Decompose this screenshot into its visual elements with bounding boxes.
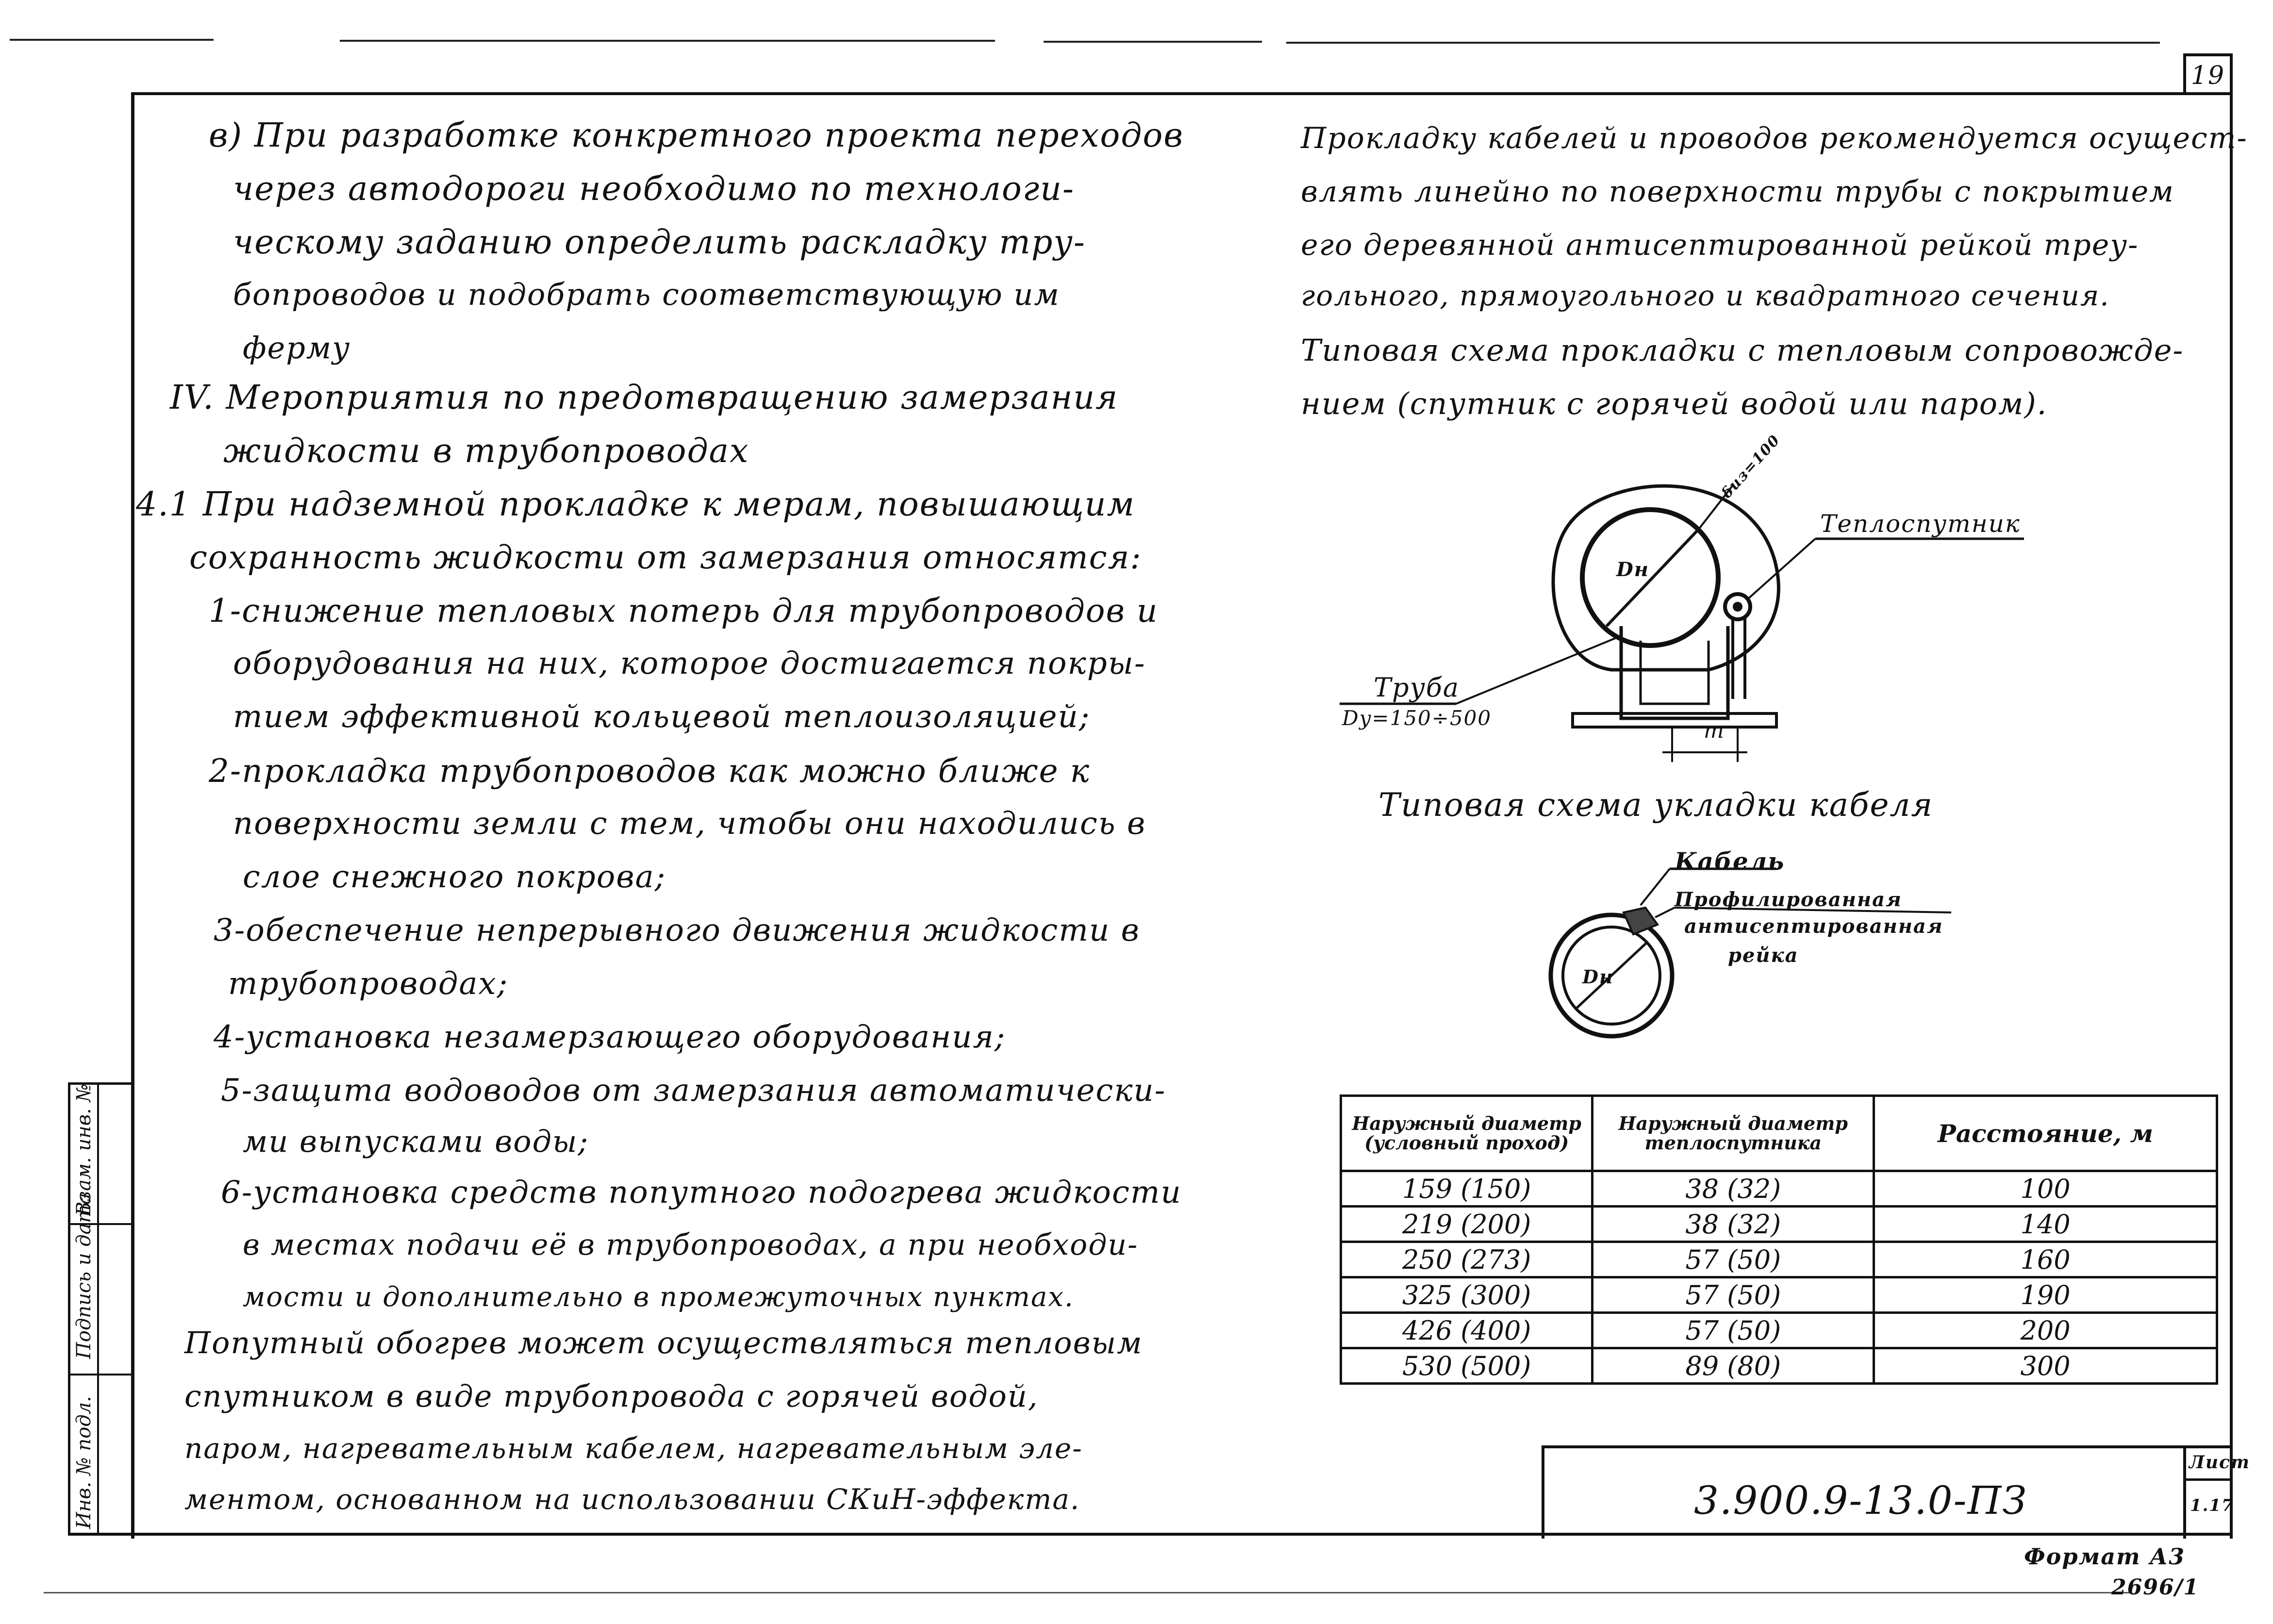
side-stamp-podpis-data: Подпись и дата — [73, 1193, 95, 1359]
side-stamp-inv-podl: Инв. № подл. — [73, 1396, 95, 1529]
table-cell: 38 (32) — [1593, 1171, 1874, 1207]
text-line: ферму — [243, 330, 351, 365]
table-cell: 140 — [1874, 1207, 2217, 1242]
text-line: Попутный обогрев может осуществляться тепловым — [184, 1325, 1143, 1360]
side-stamp-vzam-inv: Взам. инв. № — [73, 1083, 95, 1216]
sheet-number: 19 — [2183, 53, 2233, 95]
text-line: 2-прокладка трубопроводов как можно ближе к — [209, 752, 1090, 790]
list-value: 1.17 — [2190, 1496, 2234, 1515]
text-line: 4-установка незамерзающего оборудования; — [214, 1019, 1006, 1055]
table-cell: 57 (50) — [1593, 1242, 1874, 1277]
table-header: Наружный диаметр (условный проход) — [1341, 1096, 1593, 1171]
leader-cable — [1641, 869, 1670, 905]
table-row — [1341, 1348, 2217, 1384]
top-dash — [1286, 42, 2160, 44]
table-cell: 200 — [1874, 1313, 2217, 1348]
text-line: 1-снижение тепловых потерь для трубопроводов и — [209, 592, 1159, 630]
label-insulation: δиз=100 — [1718, 431, 1784, 502]
text-line: Прокладку кабелей и проводов рекомендуется осущест- — [1301, 121, 2248, 155]
text-line: слое снежного покрова; — [243, 859, 666, 895]
side-stamp-divider — [97, 1082, 99, 1536]
table-row — [1341, 1313, 2217, 1348]
label-rail-1: Профилированная — [1675, 888, 1902, 911]
leader-satellite — [1747, 539, 1815, 599]
text-line: мости и дополнительно в промежуточных пунктах. — [243, 1281, 1074, 1313]
table-row — [1341, 1242, 2217, 1277]
label-dn: Dн — [1582, 966, 1614, 988]
text-line: оборудования на них, которое достигается покры- — [233, 646, 1146, 681]
label-satellite: Теплоспутник — [1820, 510, 2021, 538]
text-line: в) При разработке конкретного проекта переходов — [209, 116, 1184, 155]
table-cell: 100 — [1874, 1171, 2217, 1207]
document-code: 3.900.9-13.0-ПЗ — [1694, 1478, 2028, 1523]
section-heading: IV. Мероприятия по предотвращению замерзания — [170, 379, 1119, 417]
text-line: спутником в виде трубопровода с горячей водой, — [184, 1378, 1039, 1414]
top-dash — [10, 39, 214, 41]
support-inner — [1641, 641, 1709, 704]
text-line: Типовая схема прокладки с тепловым сопровожде- — [1301, 332, 2184, 368]
table-row — [1341, 1171, 2217, 1207]
table-row — [1341, 1207, 2217, 1242]
label-pipe: Труба — [1374, 672, 1460, 703]
table-row — [1341, 1277, 2217, 1313]
text-line: нием (спутник с горячей водой или паром). — [1301, 386, 2048, 421]
text-line: сохранность жидкости от замерзания относятся: — [189, 539, 1142, 576]
label-rail-2: антисептированная — [1684, 915, 1943, 938]
table-cell: 325 (300) — [1341, 1277, 1593, 1313]
text-line: через автодороги необходимо по технологи- — [233, 170, 1075, 208]
text-line: бопроводов и подобрать соответствующую им — [233, 277, 1060, 312]
table-cell: 300 — [1874, 1348, 2217, 1384]
label-dn: Dн — [1616, 558, 1649, 581]
base-plate — [1573, 713, 1776, 727]
list-label: Лист — [2189, 1452, 2251, 1473]
text-line: трубопроводах; — [228, 966, 509, 1002]
table-header-row — [1341, 1096, 2217, 1171]
leader-pipe — [1456, 636, 1621, 704]
text-line: ментом, основанном на использовании СКиН-эффекта. — [184, 1483, 1080, 1516]
text-line: ческому заданию определить раскладку тру- — [233, 223, 1086, 262]
text-line: ми выпусками воды; — [243, 1124, 589, 1159]
label-rail-3: рейка — [1728, 944, 1799, 967]
top-dash — [340, 40, 995, 42]
data-table — [1340, 1094, 2218, 1385]
label-cable: Кабель — [1675, 847, 1785, 876]
table-cell: 57 (50) — [1593, 1313, 1874, 1348]
text-line: поверхности земли с тем, чтобы они находились в — [233, 806, 1146, 842]
table-header: Наружный диаметр теплоспутника — [1593, 1096, 1874, 1171]
leader-rail — [1655, 908, 1675, 917]
table-cell: 426 (400) — [1341, 1313, 1593, 1348]
table-cell: 89 (80) — [1593, 1348, 1874, 1384]
text-line: его деревянной антисептированной рейкой треу- — [1301, 228, 2139, 262]
table-cell: 159 (150) — [1341, 1171, 1593, 1207]
label-pipe-size: Dy=150÷500 — [1342, 706, 1492, 730]
title-block-divider — [2183, 1478, 2233, 1481]
table-cell: 250 (273) — [1341, 1242, 1593, 1277]
label-m: m — [1704, 718, 1725, 743]
section-heading: жидкости в трубопроводах — [223, 432, 749, 470]
format-label: Формат А3 — [2024, 1543, 2186, 1570]
title-block-divider — [2183, 1445, 2186, 1539]
text-line: тием эффективной кольцевой теплоизоляцией; — [233, 699, 1091, 735]
satellite-core — [1733, 602, 1742, 612]
table-cell: 57 (50) — [1593, 1277, 1874, 1313]
text-line: 5-защита водоводов от замерзания автоматически- — [221, 1073, 1166, 1109]
table-cell: 38 (32) — [1593, 1207, 1874, 1242]
text-line: 3-обеспечение непрерывного движения жидкости в — [214, 912, 1140, 948]
diagram2-title: Типовая схема укладки кабеля — [1378, 786, 1934, 824]
top-dash — [1044, 41, 1262, 43]
text-line: гольного, прямоугольного и квадратного сечения. — [1301, 279, 2110, 312]
text-line: 6-установка средств попутного подогрева жидкости — [221, 1175, 1182, 1210]
text-line: 4.1 При надземной прокладке к мерам, повышающим — [136, 485, 1135, 524]
table-header: Расстояние, м — [1874, 1096, 2217, 1171]
table-cell: 190 — [1874, 1277, 2217, 1313]
table-cell: 219 (200) — [1341, 1207, 1593, 1242]
text-line: в местах подачи её в трубопроводах, а при необходи- — [243, 1228, 1139, 1262]
archive-number: 2696/1 — [2111, 1575, 2200, 1600]
text-line: паром, нагревательным кабелем, нагревательным эле- — [184, 1432, 1083, 1465]
text-line: влять линейно по поверхности трубы с покрытием — [1301, 175, 2174, 209]
bottom-dash — [44, 1592, 2131, 1593]
table-cell: 160 — [1874, 1242, 2217, 1277]
table-cell: 530 (500) — [1341, 1348, 1593, 1384]
side-stamp-divider — [68, 1374, 131, 1375]
